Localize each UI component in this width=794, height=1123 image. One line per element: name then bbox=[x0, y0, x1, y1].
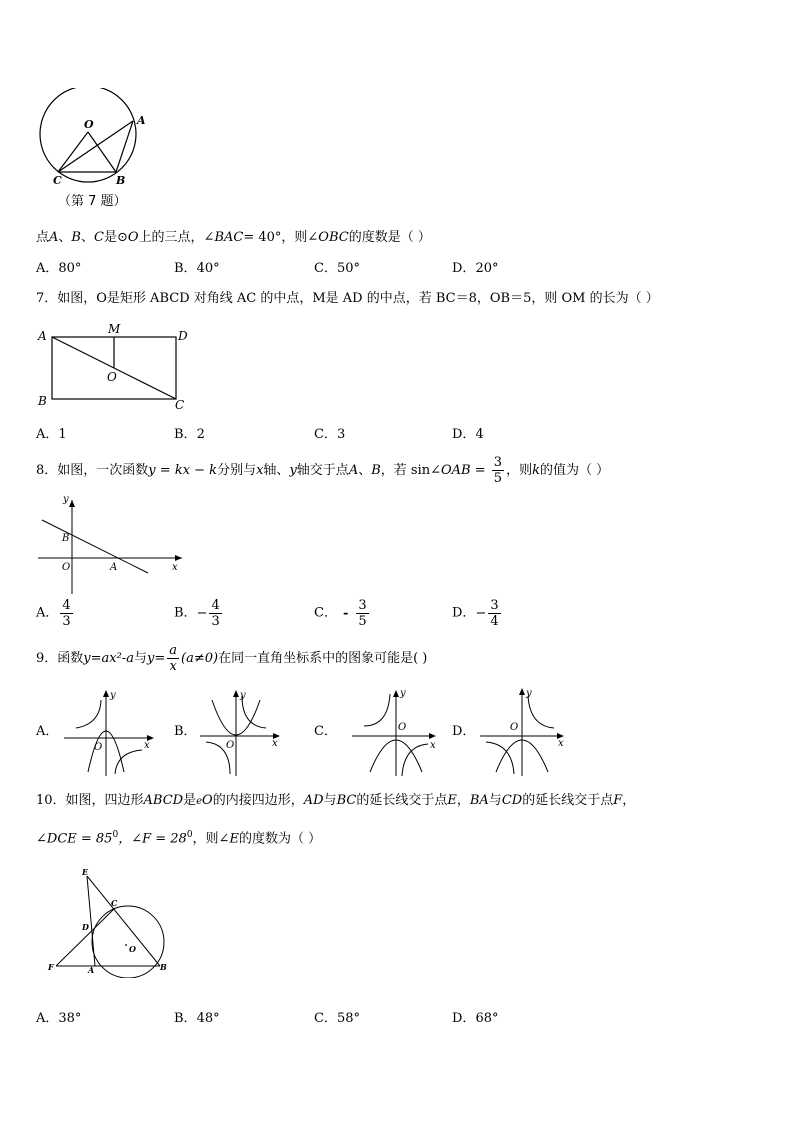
q9-option-b-graph[interactable] bbox=[198, 686, 288, 778]
question-10-text-line2: ∠DCE = $85^0$，∠F = $28^0$，则∠E的度数为（ ） bbox=[36, 830, 322, 847]
q10-option-c[interactable]: C．58° bbox=[314, 1011, 360, 1026]
q9-option-c-label[interactable]: C． bbox=[314, 724, 337, 739]
label-C: C bbox=[175, 398, 185, 412]
question-6-text: 点A、B、C是⊙O上的三点，∠BAC= 40°，则∠OBC的度数是（ ） bbox=[36, 230, 431, 245]
question-9-text: 9．函数y=ax²-a与y= $\frac{a}{x}$ (a≠0)在同一直角坐标系中的图象可能是( ) bbox=[36, 643, 428, 674]
svg-text:y: y bbox=[110, 690, 116, 701]
label-O: O bbox=[84, 118, 94, 131]
q9-option-c-graph[interactable] bbox=[350, 686, 446, 778]
label-A: A bbox=[137, 114, 146, 127]
circle-figure-q6 bbox=[30, 88, 170, 188]
q10-option-b[interactable]: B．48° bbox=[174, 1011, 220, 1026]
question-8-text: 8．如图，一次函数y = kx − k分别与x轴、y轴交于点A、B，若 sin∠OAB = $\frac{3}{5}$ ，则k的值为（ ） bbox=[36, 455, 610, 486]
svg-text:C: C bbox=[111, 898, 118, 908]
q10-option-a[interactable]: A．38° bbox=[36, 1011, 82, 1026]
svg-text:x: x bbox=[144, 740, 150, 751]
svg-text:y: y bbox=[240, 690, 246, 701]
svg-text:x: x bbox=[430, 740, 436, 751]
svg-text:B: B bbox=[160, 962, 167, 972]
q9-option-b-label[interactable]: B． bbox=[174, 724, 197, 739]
svg-text:F: F bbox=[48, 962, 54, 972]
line-graph-figure-q8 bbox=[34, 490, 194, 596]
q6-option-d[interactable]: D．20° bbox=[452, 261, 499, 276]
q6-option-b[interactable]: B．40° bbox=[174, 261, 220, 276]
svg-text:y: y bbox=[400, 688, 406, 699]
figure-caption: （第 7 题） bbox=[58, 194, 127, 209]
q9-option-d-graph[interactable] bbox=[478, 684, 574, 778]
label-B: B bbox=[62, 533, 70, 544]
q8-option-c[interactable]: C． - $\frac{3}{5}$ bbox=[314, 598, 367, 629]
svg-text:D: D bbox=[82, 922, 89, 932]
q9-option-d-label[interactable]: D． bbox=[452, 724, 476, 739]
label-B: B bbox=[38, 394, 47, 408]
fraction-3-5: $\frac{3}{5}$ bbox=[493, 455, 503, 486]
q7-option-c[interactable]: C．3 bbox=[314, 427, 346, 442]
q7-option-a[interactable]: A．1 bbox=[36, 427, 67, 442]
svg-text:y: y bbox=[526, 688, 532, 699]
q8-option-d[interactable]: D．− $\frac{3}{4}$ bbox=[452, 598, 499, 629]
label-M: M bbox=[108, 322, 121, 336]
axis-label-x: x bbox=[172, 562, 178, 573]
q8-option-b[interactable]: B．− $\frac{4}{3}$ bbox=[174, 598, 220, 629]
cyclic-quadrilateral-figure-q10 bbox=[40, 866, 176, 978]
q6-option-c[interactable]: C．50° bbox=[314, 261, 360, 276]
svg-text:E: E bbox=[82, 867, 89, 877]
label-O: O bbox=[107, 370, 117, 384]
label-D: D bbox=[178, 329, 188, 343]
svg-text:O: O bbox=[129, 944, 136, 954]
q10-option-d[interactable]: D．68° bbox=[452, 1011, 499, 1026]
svg-text:O: O bbox=[398, 722, 407, 733]
svg-text:x: x bbox=[558, 738, 564, 749]
q9-option-a-label[interactable]: A． bbox=[36, 724, 59, 739]
q7-option-b[interactable]: B．2 bbox=[174, 427, 205, 442]
axis-label-y: y bbox=[63, 494, 69, 505]
fraction-a-x: $\frac{a}{x}$ bbox=[169, 643, 177, 674]
svg-text:x: x bbox=[272, 738, 278, 749]
question-10-text-line1: 10．如图，四边形ABCD是eO的内接四边形，AD与BC的延长线交于点E，BA与CD的延长线交于点F， bbox=[36, 793, 636, 808]
svg-text:O: O bbox=[510, 722, 519, 733]
q6-option-a[interactable]: A．80° bbox=[36, 261, 82, 276]
label-C: C bbox=[53, 174, 62, 187]
label-O: O bbox=[62, 562, 71, 573]
label-A: A bbox=[38, 329, 47, 343]
svg-text:A: A bbox=[88, 965, 95, 975]
q7-option-d[interactable]: D．4 bbox=[452, 427, 484, 442]
question-7-text: 7．如图，O是矩形 ABCD 对角线 AC 的中点，M是 AD 的中点，若 BC＝8，OB＝5，则 OM 的长为（ ） bbox=[36, 291, 659, 306]
svg-text:O: O bbox=[226, 740, 235, 751]
label-A: A bbox=[110, 562, 118, 573]
q9-option-a-graph[interactable] bbox=[62, 686, 162, 778]
label-B: B bbox=[116, 174, 126, 187]
q8-option-a[interactable]: A． $\frac{4}{3}$ bbox=[36, 598, 71, 629]
rectangle-figure-q7 bbox=[34, 318, 194, 414]
svg-text:O: O bbox=[94, 742, 103, 753]
